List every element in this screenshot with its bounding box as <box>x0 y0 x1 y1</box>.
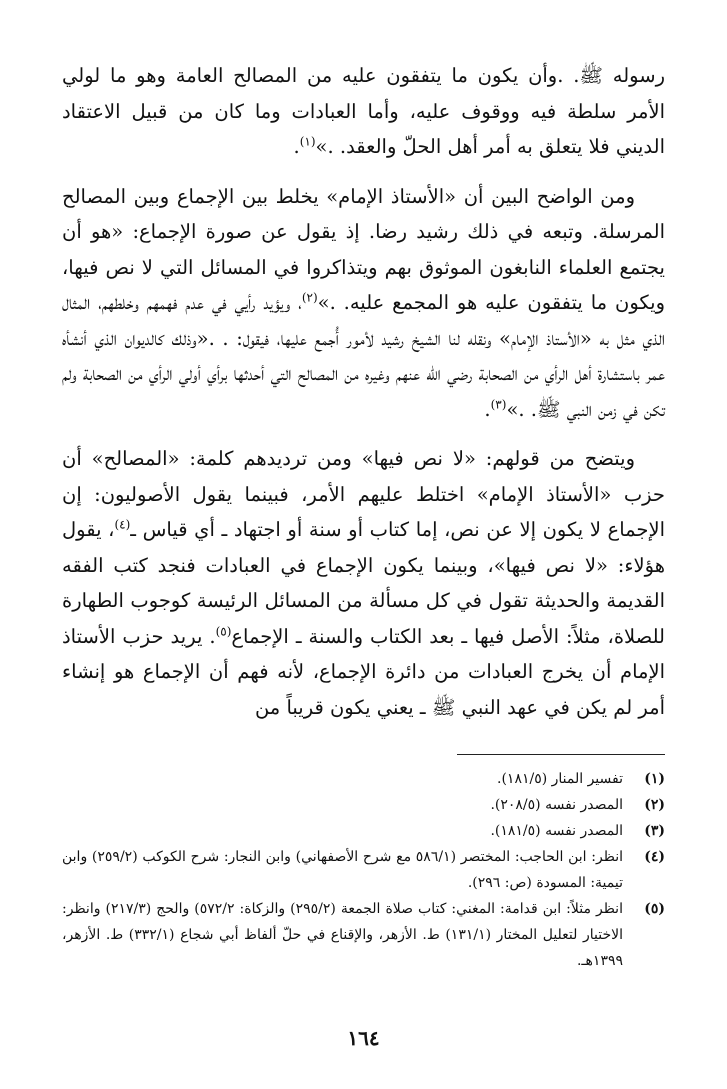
footnote-number: (٣) <box>644 823 665 839</box>
footnote-number: (١) <box>644 771 665 787</box>
footnote-item <box>62 818 665 844</box>
footnote-text: المصدر نفسه (١٨١/٥). <box>490 823 623 839</box>
paragraph-1 <box>62 58 665 165</box>
paragraph-text: رسوله ﷺ. .وأن يكون ما يتفقون عليه من المصالح العامة وهو ما لولي الأمر سلطة فيه ووقوف عليه، وأما العبادات وما كان من قبيل الاعتقاد الديني فلا يتعلق به أمر أهل الحلّ والعقد. .» <box>62 64 665 158</box>
paragraph-tail: ، ويؤيد رأيي في عدم فهمهم وخلطهم، المثال الذي مثل به «الأستاذ الإمام» ونقله لنا الشيخ رشيد لأمور أُجمع عليها، فيقول: . .«وذلك كالديوان الذي أنشأه عمر باستشارة أهل الرأي من الصحابة رضي الله عنهم وغيره من المصالح التي أحدثها برأي أولي الرأي من الصحابة ولم تكن في زمن النبي ﷺ. .» <box>62 291 665 421</box>
paragraph-tail: . <box>293 135 300 158</box>
paragraph-tail: . <box>484 397 491 421</box>
footnote-number: (٥) <box>644 901 665 917</box>
footnote-number: (٢) <box>644 797 665 813</box>
footnotes <box>62 766 665 974</box>
footnote-item <box>62 844 665 896</box>
footnote-item <box>62 792 665 818</box>
paragraph-text: ويتضح من قولهم: «لا نص فيها» ومن ترديدهم كلمة: «المصالح» أن حزب «الأستاذ الإمام» اختلط عليهم الأمر، فبينما يقول الأصوليون: إن الإجماع لا يكون إلا عن نص، إما كتاب أو سنة أو اجتهاد ـ أي قياس ـ <box>62 447 665 541</box>
footnote-item <box>62 896 665 974</box>
footnote-text: المصدر نفسه (٢٠٨/٥). <box>490 797 623 813</box>
page-body <box>62 58 665 725</box>
paragraph-2 <box>62 179 665 428</box>
paragraph-tail: ، يقول هؤلاء: «لا نص فيها»، وبينما يكون الإجماع في العبادات فنجد كتب الفقه القديمة والحديثة تقول في كل مسألة من المسائل الرئيسة كوجوب الطهارة للصلاة، مثلاً: الأصل فيها ـ بعد الكتاب والسنة ـ الإجماع <box>62 518 665 648</box>
paragraph-tail: . يريد حزب الأستاذ الإمام أن يخرج العبادات من دائرة الإجماع، لأنه فهم أن الإجماع هو إنشاء أمر لم يكن في عهد النبي ﷺ ـ يعني يكون قريباً من <box>62 624 665 719</box>
footnote-text: تفسير المنار (١٨١/٥). <box>497 771 623 787</box>
paragraph-3 <box>62 441 665 725</box>
page-number: ١٦٤ <box>347 1026 380 1050</box>
footnote-ref[interactable]: (٣) <box>490 397 507 411</box>
footnote-ref[interactable]: (١) <box>299 134 316 149</box>
footnote-text: انظر مثلاً: ابن قدامة: المغني: كتاب صلاة الجمعة (٢٩٥/٢) والزكاة: ٥٧٢/٢) والحج (٢١٧/٣) وانظر: الاختيار لتعليل المختار (١٣١/١) ط. الأزهر، والإقناع في حلّ ألفاظ أبي شجاع (٣٣٢/١) ط. الأزهر، ١٣٩٩هـ. <box>62 901 623 969</box>
footnote-divider <box>457 754 665 755</box>
footnote-ref[interactable]: (٢) <box>301 290 318 305</box>
footnote-item <box>62 766 665 792</box>
footnote-ref[interactable]: (٥) <box>215 624 232 638</box>
footnote-ref[interactable]: (٤) <box>114 517 131 532</box>
footnote-number: (٤) <box>644 849 665 865</box>
footnote-text: انظر: ابن الحاجب: المختصر (٥٨٦/١ مع شرح الأصفهاني) وابن النجار: شرح الكوكب (٢٥٩/٢) وابن تيمية: المسودة (ص: ٢٩٦). <box>62 849 624 891</box>
paragraph-text: ومن الواضح البين أن «الأستاذ الإمام» يخلط بين الإجماع وبين المصالح المرسلة. وتبعه في ذلك رشيد رضا. إذ يقول عن صورة الإجماع: «هو أن يجتمع العلماء النابغون الموثوق بهم ويتذاكروا في المسائل التي لا نص فيها، ويكون ما يتفقون عليه هو المجمع عليه. .» <box>62 184 665 314</box>
